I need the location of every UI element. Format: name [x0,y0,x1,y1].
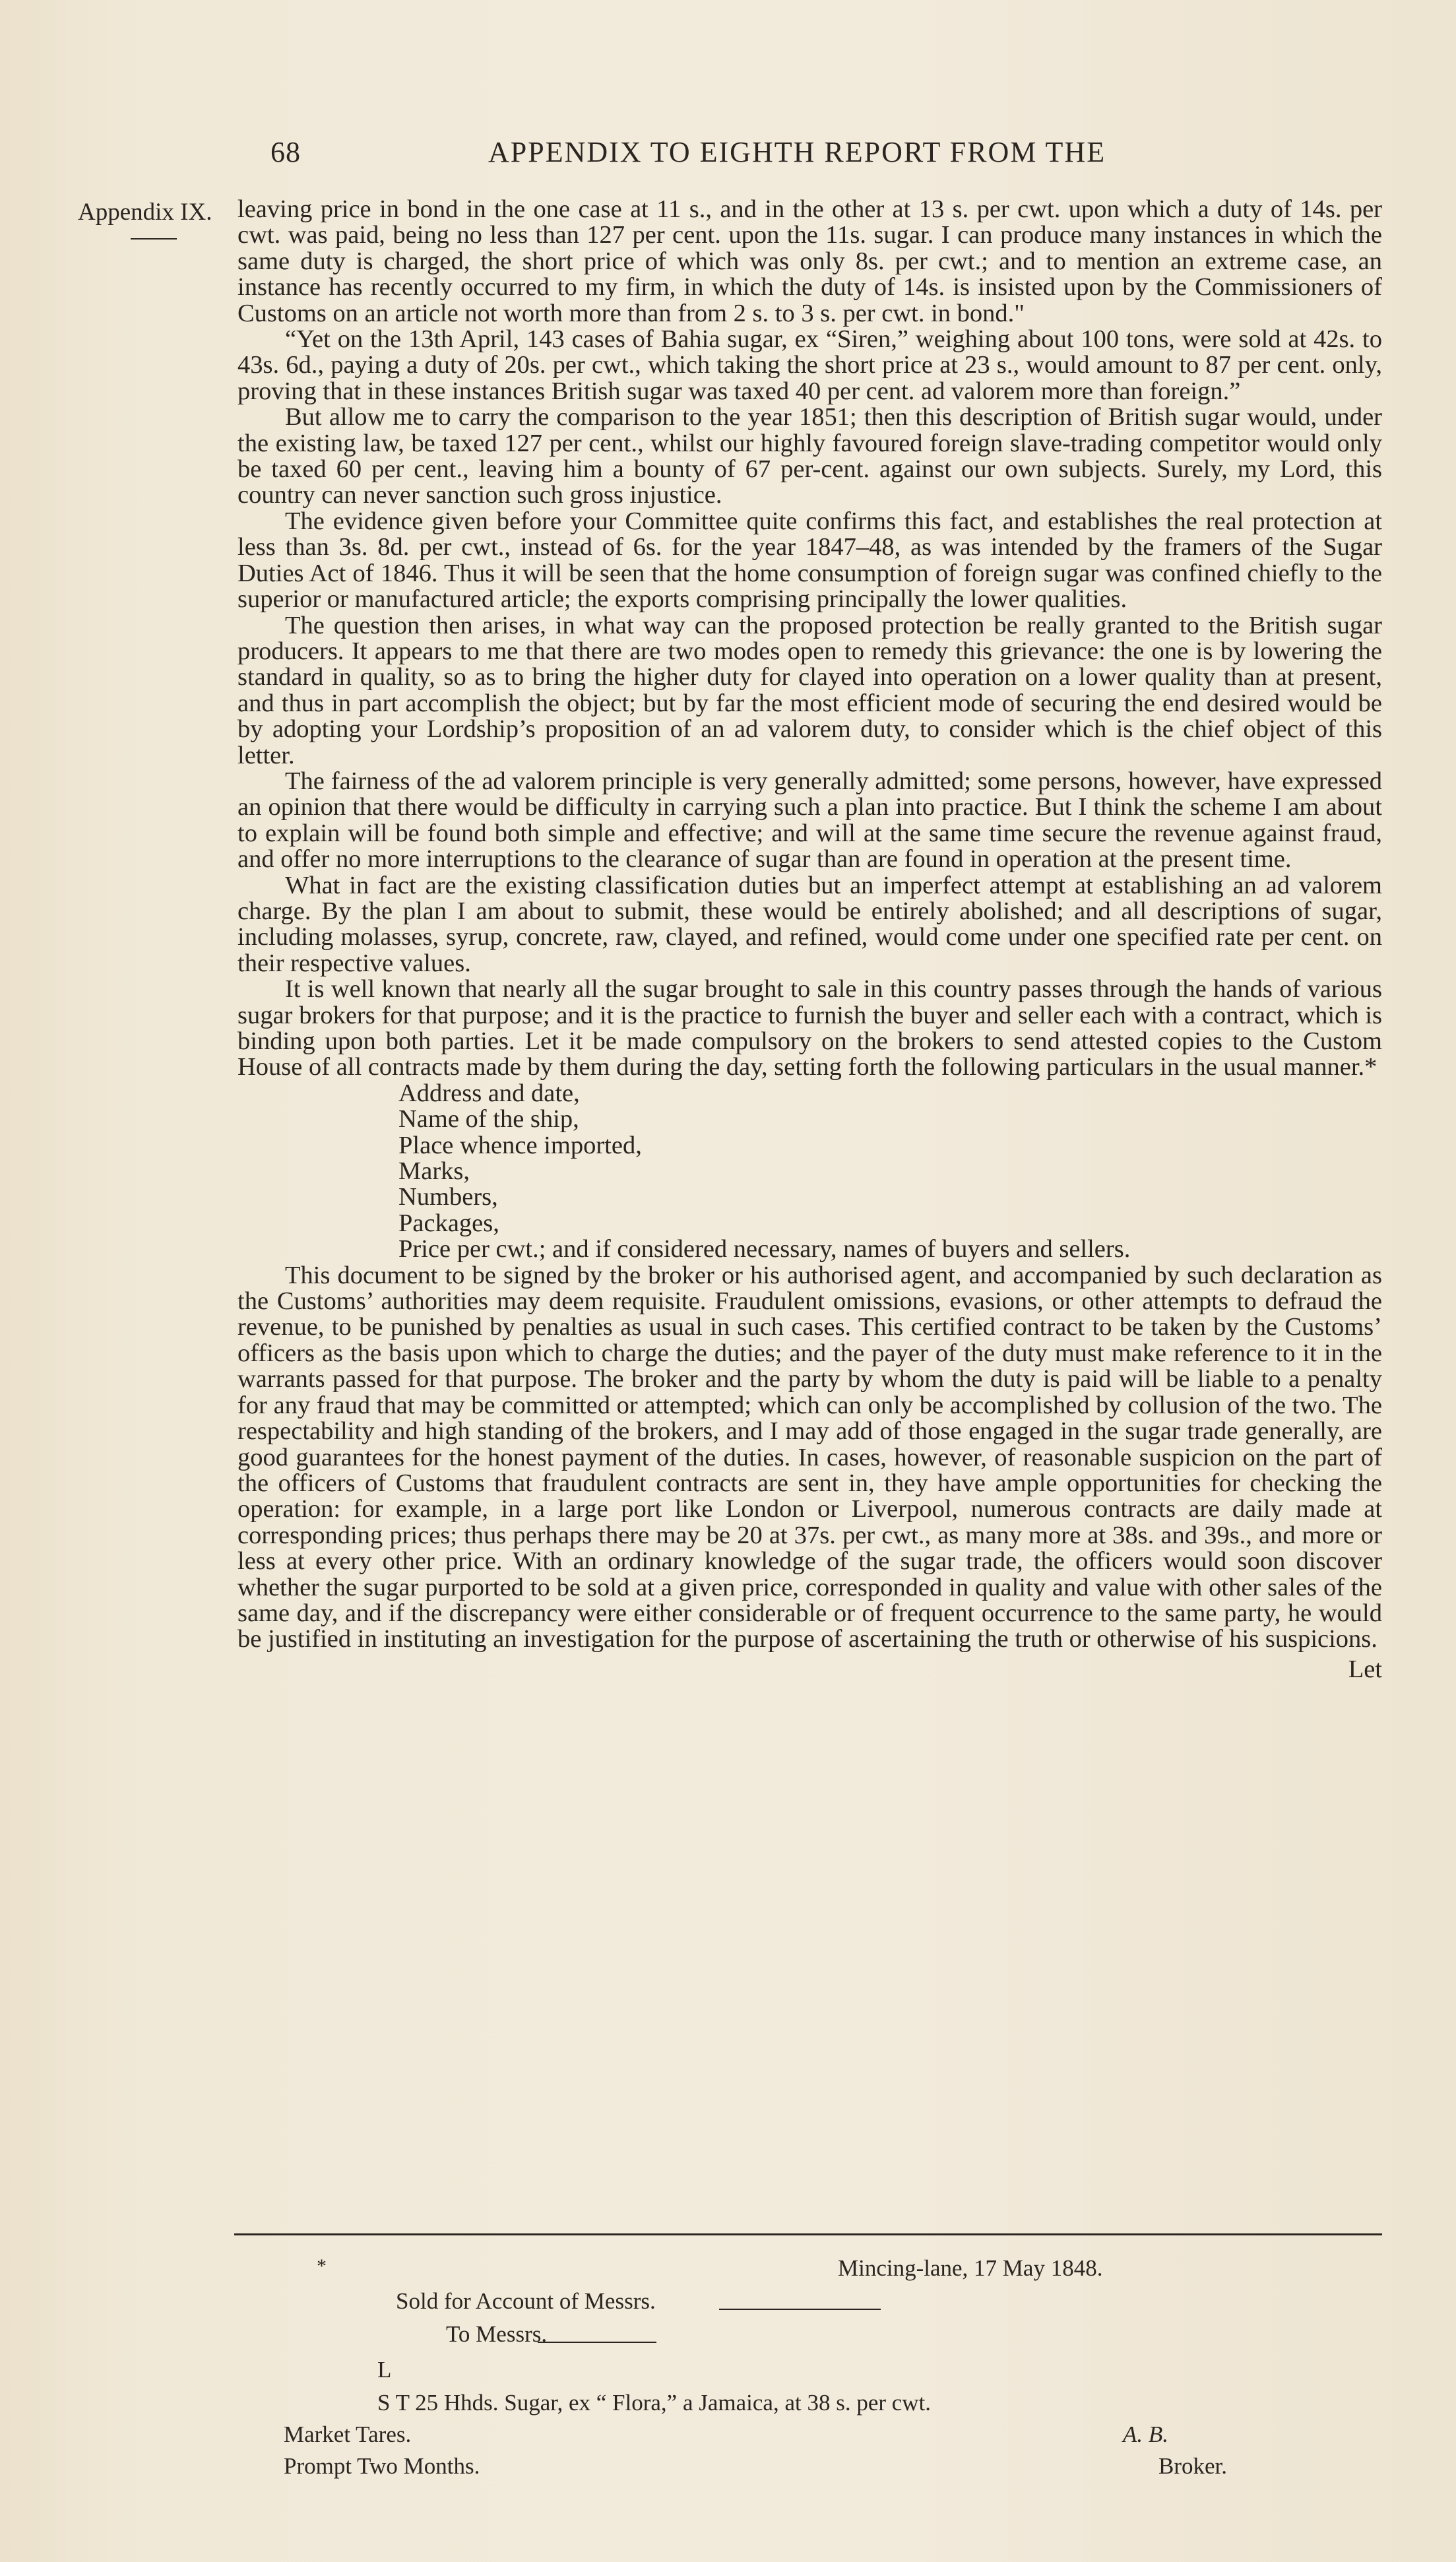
list-item: Numbers, [398,1183,498,1211]
footnote-market-tares: Market Tares. [284,2421,412,2447]
footnote-blank-line [719,2309,881,2310]
list-item: Packages, [398,1209,499,1237]
list-item: Place whence imported, [398,1131,642,1159]
footnote-initials: A. B. [1123,2421,1169,2447]
catchword: Let [1348,1655,1382,1683]
paragraph-2: “Yet on the 13th April, 143 cases of Bahia sugar, ex “Siren,” weighing about 100 tons, were sold at 42s. to 43s. 6d., paying a duty of 20s. per cwt., which taking the short price at 23 s., would amount to 87 per cent. only, proving that in these instances British sugar was taxed 40 per cent. ad valorem more than foreign.” [237,325,1382,405]
footnote-contract-line: S T 25 Hhds. Sugar, ex “ Flora,” a Jamaica, at 38 s. per cwt. [377,2390,932,2416]
closing-paragraph: This document to be signed by the broker or his authorised agent, and accompanied by such declaration as the Customs’ authorities may deem requisite. Fraudulent omissions, evasions, or other attempts to defraud the revenue, to be punished by penalties as usual in such cases. This certified contract to be taken by the Customs’ officers as the basis upon which to charge the duties; and the payer of the duty must make reference to it in the warrants passed for that purpose. The broker and the party by whom the duty is paid will be liable to a penalty for any fraud that may be committed or attempted; which can only be accomplished by collusion of the two. The respectability and high standing of the brokers, and I may add of those engaged in the sugar trade generally, are good guarantees for the honest payment of the duties. In cases, however, of reasonable suspicion on the part of the officers of Customs that fraudulent contracts are sent in, they have ample opportunities for checking the operation: for example, in a large port like London or Liverpool, numerous contracts are daily made at corresponding prices; thus perhaps there may be 20 at 37s. per cwt., as many more at 38s. and 39s., and more or less at every other price. With an ordinary knowledge of the sugar trade, the officers would soon discover whether the sugar purported to be sold at a given price, corresponded in quality and value with other sales of the same day, and if the discrepancy were either considerable or of frequent occurrence to the same party, he would be justified in instituting an investigation for the purpose of ascertaining the truth or otherwise of his suspicions. [237,1261,1382,1653]
paragraph-5: The question then arises, in what way can the proposed protection be really granted to the British sugar producers. It appears to me that there are two modes open to remedy this grievance: the one is by lowering the standard in quality, so as to bring the higher duty for clayed into operation on a lower quality than at present, and thus in part accomplish the object; but by far the most efficient mode of securing the end desired would be by adopting your Lordship’s proposition of an ad valorem duty, to consider which is the chief object of this letter. [237,611,1382,769]
margin-note: Appendix IX. [78,199,212,226]
paragraph-4: The evidence given before your Committee quite confirms this fact, and establishes the real protection at less than 3s. 8d. per cwt., instead of 6s. for the year 1847–48, as was intended by the framers of the Sugar Duties Act of 1846. Thus it will be seen that the home consumption of foreign sugar was confined chiefly to the superior or manufactured article; the exports comprising principally the lower qualities. [237,507,1382,614]
body-text [237,197,1382,1682]
page-header [270,135,1392,175]
footnote-to: To Messrs. [446,2321,548,2347]
footnote-date: Mincing-lane, 17 May 1848. [838,2255,1103,2281]
paragraph-7: What in fact are the existing classification duties but an imperfect attempt at establishing an ad valorem charge. By the plan I am about to submit, these would be entirely abolished; and all descriptions of sugar, including molasses, syrup, concrete, raw, clayed, and refined, would come under one specified rate per cent. on their respective values. [237,871,1382,977]
page-number: 68 [270,136,301,168]
list-item: Marks, [398,1157,470,1186]
paragraph-6: The fairness of the ad valorem principle is very generally admitted; some persons, however, have expressed an opinion that there would be difficulty in carrying such a plan into practice. But I think the scheme I am about to explain will be found both simple and effective; and will at the same time secure the revenue against fraud, and offer no more interruptions to the clearance of sugar than are found in operation at the present time. [237,767,1382,874]
footnote-rule [234,2233,1382,2235]
particulars-end: Price per cwt.; and if considered necessary, names of buyers and sellers. [398,1235,1131,1264]
running-title: APPENDIX TO EIGHTH REPORT FROM THE [488,136,1106,168]
margin-dash [131,238,177,240]
list-item: Address and date, [398,1079,580,1107]
paragraph-3: But allow me to carry the comparison to the year 1851; then this description of British sugar would, under the existing law, be taxed 127 per cent., whilst our highly favoured foreign slave-trading competitor would only be taxed 60 per cent., leaving him a bounty of 67 per-cent. against our own subjects. Surely, my Lord, this country can never sanction such gross injustice. [237,403,1382,509]
particulars-list [398,1081,1382,1236]
footnote-blank-line [538,2342,656,2343]
paragraph-8: It is well known that nearly all the sugar brought to sale in this country passes through the hands of various sugar brokers for that purpose; and it is the practice to furnish the buyer and seller each with a contract, which is binding upon both parties. Let it be made compulsory on the brokers to send attested copies to the Custom House of all contracts made by them during the day, setting forth the following particulars in the usual manner.* [237,975,1382,1081]
footnote-broker: Broker. [1158,2453,1228,2479]
paragraph-1: leaving price in bond in the one case at 11 s., and in the other at 13 s. per cwt. upon which a duty of 14s. per cwt. was paid, being no less than 127 per cent. upon the 11s. sugar. I can produce many instances in which the same duty is charged, the short price of which was only 8s. per cwt.; and to mention an extreme case, an instance has recently occurred to my firm, in which the duty of 14s. is insisted upon by the Commissioners of Customs on an article not worth more than from 2 s. to 3 s. per cwt. in bond." [237,195,1382,327]
footnote-marker: * [317,2255,327,2277]
footnote-sold-for: Sold for Account of Messrs. [396,2288,656,2314]
footnote-prompt: Prompt Two Months. [284,2453,480,2479]
footnote-mark: L [377,2357,392,2383]
list-item: Name of the ship, [398,1105,579,1134]
